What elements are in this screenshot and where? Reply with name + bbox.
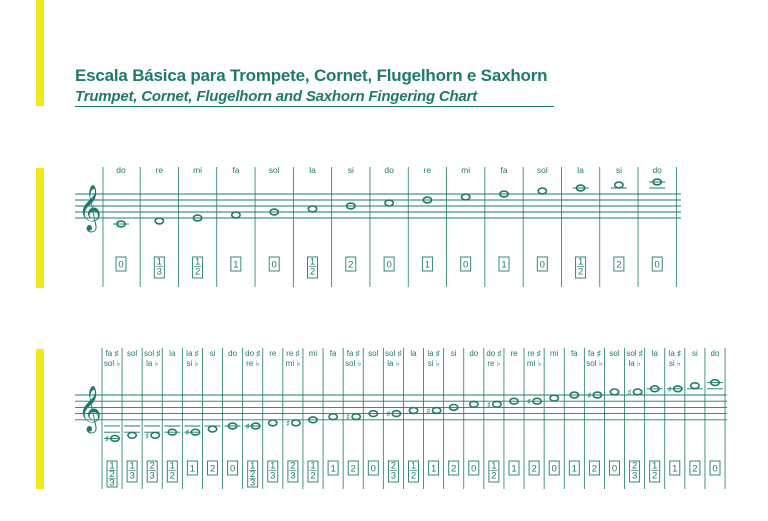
valve-number: 2 xyxy=(616,259,622,271)
chromatic-column xyxy=(385,348,403,489)
sharp-accidental: ♯ xyxy=(245,422,250,433)
note-name: sol ♯ xyxy=(143,349,161,358)
chromatic-column xyxy=(509,348,524,489)
chromatic-column xyxy=(707,348,725,489)
staff-chromatic xyxy=(75,395,727,420)
note-name: mi ♭ xyxy=(526,359,542,368)
treble-clef-icon: 𝄞 xyxy=(78,185,102,231)
sharp-accidental: ♯ xyxy=(526,397,532,408)
note-name: la xyxy=(410,349,417,358)
note-name: si xyxy=(692,349,698,358)
note-name: la ♯ xyxy=(186,349,199,358)
valve-number: 1 xyxy=(430,463,437,475)
valve-number: 0 xyxy=(654,259,660,271)
note-name: fa ♯ xyxy=(346,349,360,358)
note-name: re ♯ xyxy=(286,349,300,358)
note-head xyxy=(208,426,216,432)
valve-number: 2 xyxy=(577,266,584,278)
chromatic-column xyxy=(245,348,263,489)
valve-number: 0 xyxy=(386,259,392,271)
chromatic-column xyxy=(569,348,584,489)
valve-number: 3 xyxy=(109,477,115,489)
sharp-accidental: ♯ xyxy=(587,391,592,402)
sharp-accidental: ♯ xyxy=(486,400,492,411)
note-name: do ♯ xyxy=(245,349,261,358)
note-name: do xyxy=(116,165,126,175)
note-head xyxy=(409,408,417,414)
valve-number: 0 xyxy=(712,463,718,475)
note-name: do ♯ xyxy=(486,349,502,358)
valve-number: 3 xyxy=(631,470,638,482)
note-name: sol xyxy=(368,349,379,358)
note-name: la xyxy=(577,165,584,175)
note-name: si xyxy=(209,349,216,358)
treble-clef-icon: 𝄞 xyxy=(78,386,102,432)
valve-number: 0 xyxy=(271,259,277,271)
note-name: si xyxy=(347,165,354,175)
valve-number: 0 xyxy=(539,259,545,271)
note-head xyxy=(292,420,300,426)
valve-number: 2 xyxy=(390,460,397,472)
valve-number: 3 xyxy=(250,477,256,489)
valve-number: 1 xyxy=(577,256,584,268)
valve-number: 2 xyxy=(531,463,537,475)
note-name: la ♯ xyxy=(427,349,440,358)
note-name: fa xyxy=(500,165,508,175)
valve-number: 1 xyxy=(501,259,507,271)
note-name: la xyxy=(169,349,176,358)
valve-number: 1 xyxy=(169,460,175,472)
note-head xyxy=(128,432,136,438)
valve-number: 2 xyxy=(692,463,698,475)
note-name: sol xyxy=(536,165,548,175)
valve-number: 0 xyxy=(551,463,557,475)
valve-number: 1 xyxy=(310,460,316,472)
valve-number: 1 xyxy=(410,460,417,472)
page-title: Escala Básica para Trompete, Cornet, Flugelhorn e Saxhorn xyxy=(75,66,548,85)
note-name: sol xyxy=(609,349,620,358)
valve-number: 3 xyxy=(390,470,397,482)
note-name: sol ♭ xyxy=(345,359,362,368)
note-name: do xyxy=(652,165,662,175)
chromatic-column xyxy=(286,348,303,489)
note-name: fa xyxy=(329,349,337,358)
chromatic-column xyxy=(124,348,142,489)
valve-number: 1 xyxy=(270,460,276,472)
valve-number: 2 xyxy=(652,470,658,482)
valve-number: 2 xyxy=(149,460,155,472)
valve-number: 3 xyxy=(156,266,162,278)
note-name: mi xyxy=(461,165,471,175)
sharp-accidental: ♯ xyxy=(426,407,431,417)
sharp-accidental: ♯ xyxy=(386,410,391,421)
note-name: re xyxy=(269,349,277,358)
valve-number: 2 xyxy=(109,469,115,480)
chromatic-column xyxy=(549,348,564,489)
chromatic-column xyxy=(184,348,202,489)
valve-number: 1 xyxy=(189,463,196,475)
valve-number: 2 xyxy=(350,463,356,475)
note-name: sol xyxy=(126,349,138,358)
valve-number: 2 xyxy=(410,470,417,482)
note-head xyxy=(329,414,337,420)
valve-number: 3 xyxy=(129,470,135,482)
note-name: do xyxy=(228,349,238,358)
note-name: do xyxy=(710,349,720,358)
chromatic-column xyxy=(308,348,323,489)
valve-number: 1 xyxy=(250,460,256,472)
note-head xyxy=(269,420,277,426)
note-name: sol ♯ xyxy=(626,349,643,358)
note-head xyxy=(691,383,699,389)
note-head xyxy=(352,414,360,420)
note-head xyxy=(432,408,440,414)
note-name: la ♭ xyxy=(387,359,400,368)
note-name: la ♭ xyxy=(628,359,641,368)
valve-number: 0 xyxy=(463,259,469,271)
valve-number: 1 xyxy=(672,463,678,475)
valve-number: 1 xyxy=(652,460,658,472)
sharp-accidental: ♯ xyxy=(346,413,351,424)
chromatic-column xyxy=(368,348,383,489)
valve-number: 2 xyxy=(348,259,354,271)
note-name: sol ♯ xyxy=(385,349,402,358)
sharp-accidental: ♯ xyxy=(145,431,150,442)
valve-number: 1 xyxy=(109,460,115,472)
valve-number: 0 xyxy=(370,463,376,475)
chromatic-column xyxy=(469,348,484,489)
page-subtitle: Trumpet, Cornet, Flugelhorn and Saxhorn Fingering Chart xyxy=(75,88,478,105)
chromatic-column xyxy=(426,348,443,489)
valve-number: 2 xyxy=(310,470,316,482)
note-name: si ♭ xyxy=(668,359,681,368)
note-name: fa ♯ xyxy=(587,349,601,358)
valve-number: 2 xyxy=(209,463,216,475)
valve-number: 3 xyxy=(270,470,276,482)
note-name: re ♭ xyxy=(246,359,260,368)
sharp-accidental: ♯ xyxy=(285,419,291,430)
note-name: mi xyxy=(549,349,559,358)
note-name: la xyxy=(309,165,316,175)
note-name: si ♭ xyxy=(186,359,199,368)
chromatic-column xyxy=(409,348,424,489)
valve-number: 2 xyxy=(194,266,201,278)
chromatic-column xyxy=(225,348,243,489)
note-name: sol ♭ xyxy=(586,359,603,368)
note-name: fa xyxy=(570,349,578,358)
note-name: mi xyxy=(193,165,203,175)
chromatic-column xyxy=(527,348,544,489)
note-name: si xyxy=(615,165,622,175)
note-name: fa xyxy=(232,165,240,175)
note-name: si ♭ xyxy=(427,359,440,368)
note-name: re ♯ xyxy=(527,349,541,358)
sharp-accidental: ♯ xyxy=(627,388,632,399)
valve-number: 1 xyxy=(424,259,431,271)
note-name: do xyxy=(469,349,479,358)
valve-number: 3 xyxy=(149,470,155,482)
note-name: mi ♭ xyxy=(285,359,301,368)
chromatic-column xyxy=(449,348,464,489)
note-head xyxy=(610,389,618,395)
valve-number: 1 xyxy=(194,256,201,268)
valve-number: 1 xyxy=(571,463,577,475)
note-name: la ♯ xyxy=(668,349,682,358)
note-name: sol ♭ xyxy=(103,359,121,368)
chromatic-column xyxy=(647,348,665,489)
chromatic-column xyxy=(486,348,504,489)
chromatic-column xyxy=(104,348,122,489)
note-head xyxy=(550,395,558,401)
valve-number: 0 xyxy=(229,463,236,475)
note-name: do xyxy=(384,165,394,175)
note-name: re xyxy=(423,165,432,175)
valve-number: 2 xyxy=(290,460,296,472)
valve-number: 1 xyxy=(309,256,316,268)
chromatic-column xyxy=(626,348,644,489)
valve-number: 1 xyxy=(491,460,497,472)
valve-number: 1 xyxy=(330,463,336,475)
chromatic-column xyxy=(268,348,283,489)
valve-number: 0 xyxy=(118,259,124,271)
valve-number: 2 xyxy=(451,463,457,475)
valve-number: 3 xyxy=(290,470,296,482)
note-name: fa ♯ xyxy=(105,349,119,358)
chromatic-column xyxy=(609,348,624,489)
valve-number: 0 xyxy=(471,463,477,475)
sharp-accidental: ♯ xyxy=(185,428,190,439)
valve-number: 1 xyxy=(233,259,239,271)
valve-number: 2 xyxy=(631,460,638,472)
chromatic-column xyxy=(164,348,182,489)
valve-number: 1 xyxy=(156,256,162,268)
note-name: re xyxy=(510,349,518,358)
note-name: la ♭ xyxy=(146,359,159,368)
note-head xyxy=(151,432,159,438)
note-name: re xyxy=(155,165,164,175)
valve-number: 2 xyxy=(591,463,598,475)
chromatic-column xyxy=(586,348,604,489)
note-head xyxy=(493,401,501,407)
chromatic-column xyxy=(205,348,223,489)
valve-number: 2 xyxy=(169,470,175,482)
note-name: la xyxy=(651,349,658,358)
note-head xyxy=(633,389,641,395)
sharp-accidental: ♯ xyxy=(667,385,672,396)
note-head xyxy=(470,401,478,407)
chromatic-column xyxy=(667,348,685,489)
valve-number: 1 xyxy=(511,463,517,475)
valve-number: 2 xyxy=(309,266,316,278)
sharp-accidental: ♯ xyxy=(104,434,110,445)
note-name: sol xyxy=(268,165,280,175)
chromatic-column xyxy=(144,348,162,489)
note-name: re ♭ xyxy=(487,359,501,368)
note-name: mi xyxy=(308,349,318,358)
valve-number: 2 xyxy=(250,469,256,480)
chromatic-column xyxy=(687,348,705,489)
note-name: si xyxy=(450,349,457,358)
valve-number: 1 xyxy=(129,460,135,472)
chromatic-column xyxy=(328,348,343,489)
valve-number: 0 xyxy=(611,463,618,475)
chromatic-column xyxy=(345,348,363,489)
valve-number: 2 xyxy=(491,470,497,482)
